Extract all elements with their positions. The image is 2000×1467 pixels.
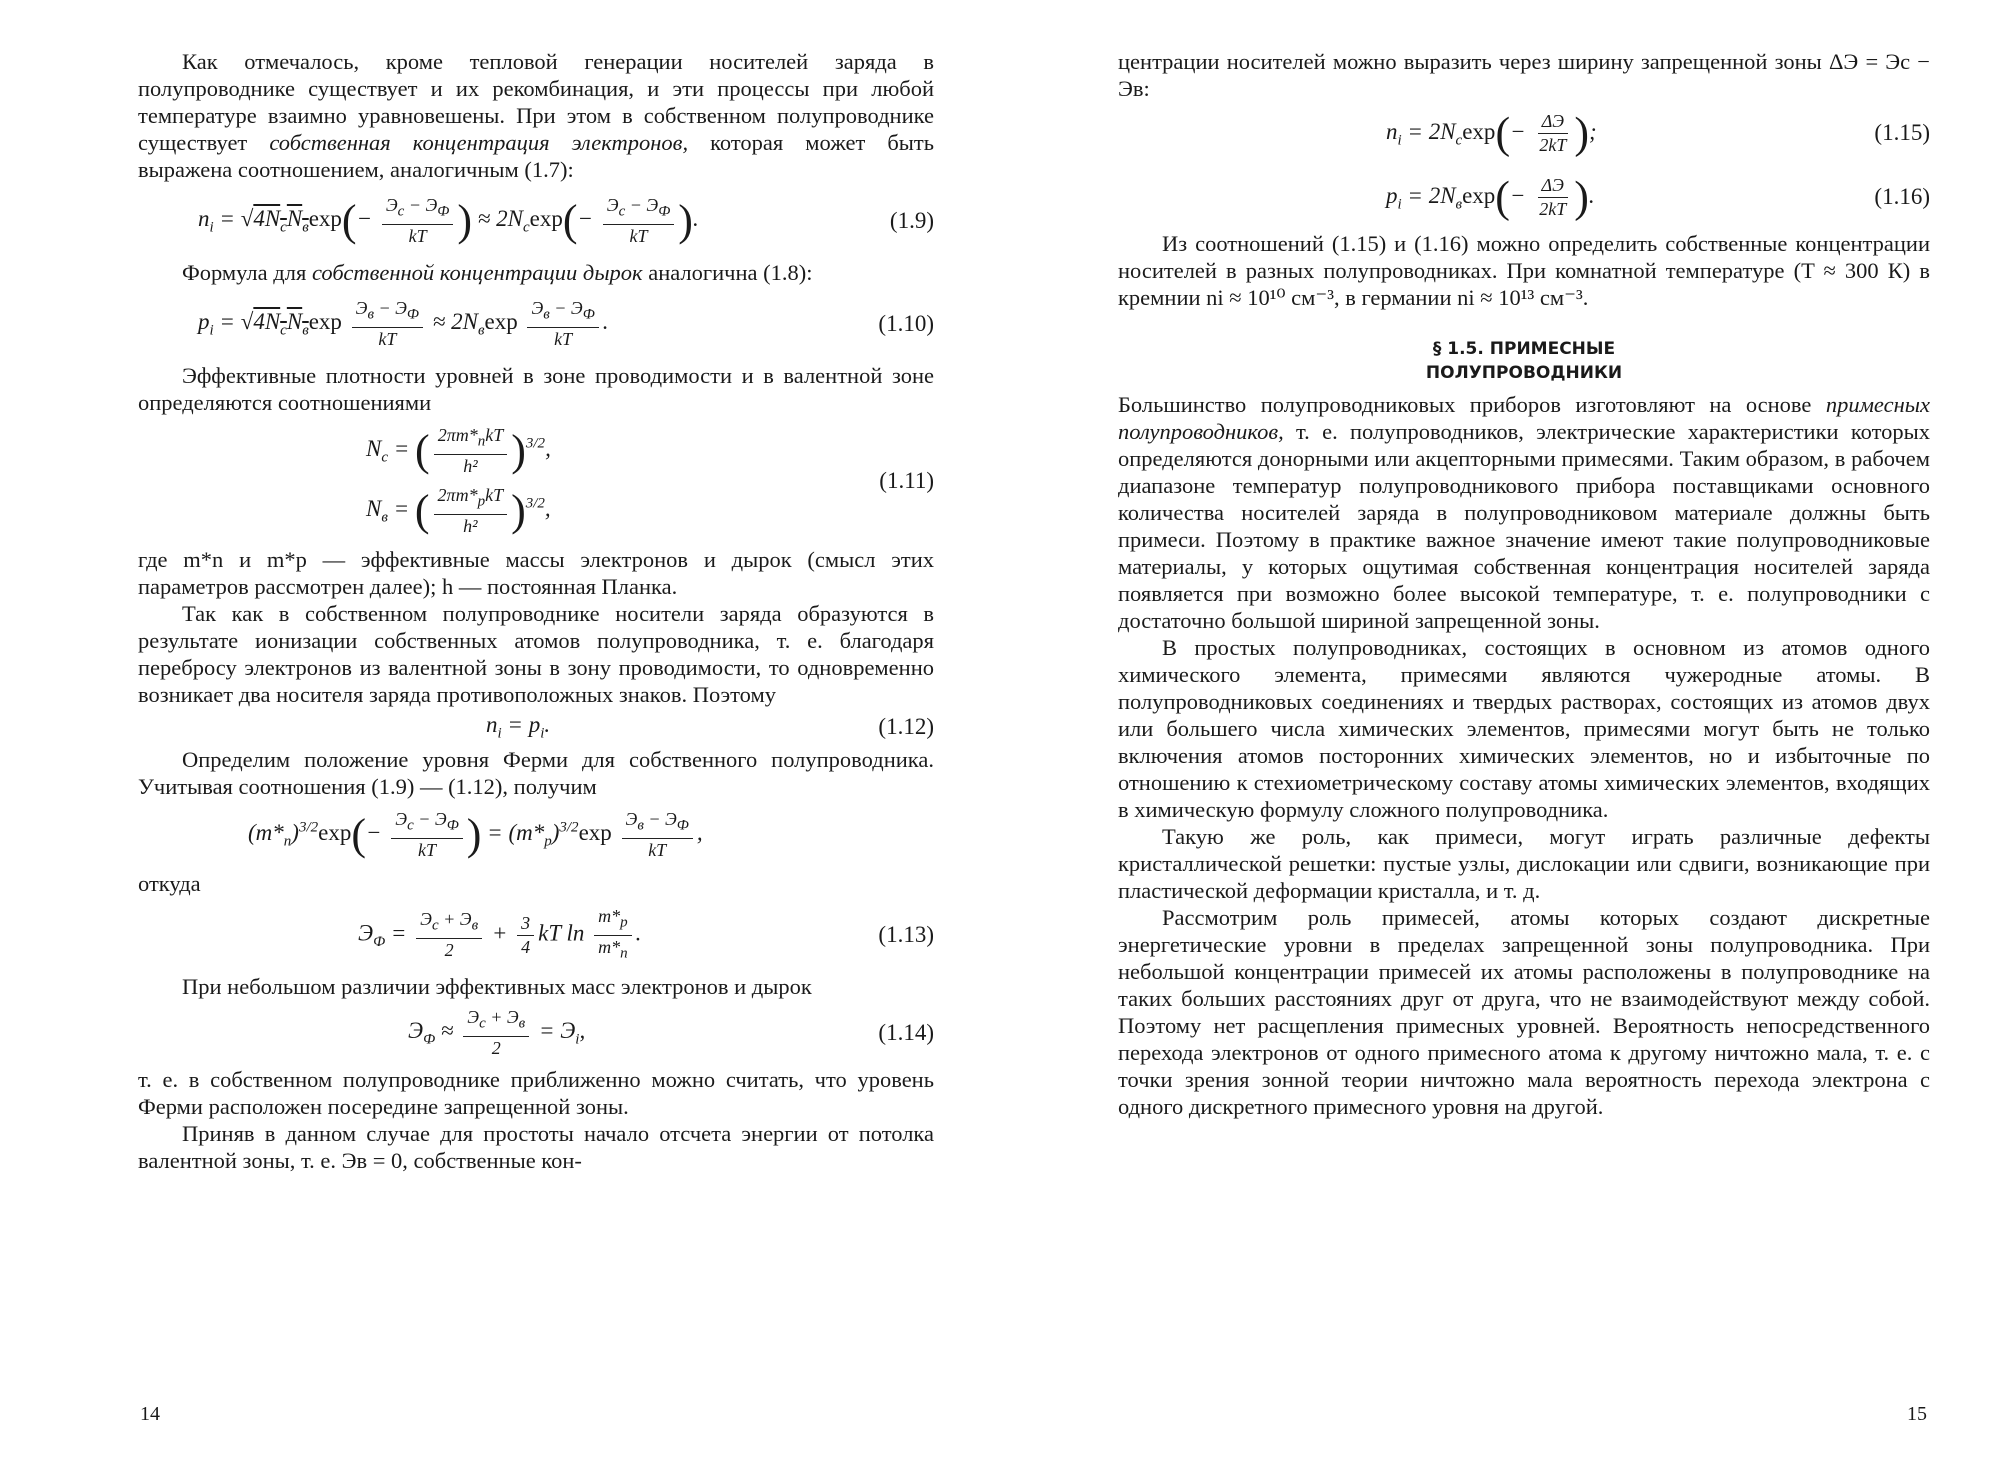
paragraph-small-difference: При небольшом различии эффективных масс электронов и дырок [182,974,812,999]
paragraph-impurity-semiconductors: Большинство полупроводниковых приборов изготовляют на основе примесных полупроводников, т. е. полупроводников, электрические характеристики которых определяются донорными или акцепторными примесями. Таким образом, в рабочем диапазоне температур полупроводникового прибора поставщиками основного количества носителей заряда в полупроводниковом материале должны быть примеси. Поэтому в практике важное значение имеют такие полупроводниковые материалы, у которых ощутимая собственная концентрация носителей заряда появляется при возможно более высокой температуре, т. е. полупроводники с достаточно большой шириной запрещенной зоны. [1118,392,1930,633]
left-text-column [138,48,934,1174]
right-text-column [1118,48,1930,1120]
equation-1-12: $n_i = p_i$. (1.12) [486,711,934,742]
equation-number: (1.13) [878,922,934,947]
equation-number: (1.12) [878,714,934,739]
paragraph-ionization: Так как в собственном полупроводнике носители заряда образуются в результате ионизации собственных атомов полупроводника, т. е. благодаря перебросу электронов из валентной зоны в зону проводимости, то одновременно возникает два носителя заряда противоположных знаков. Поэтому [138,601,934,707]
equation-1-13: $Э_Ф$ = $\frac{Э_c + Э_в}{2}$ + $\frac{3}{4}$ kT ln $\frac{m*_p}{m*_n}$ . (1.13) [358,905,934,962]
equation-fermi-balance: $(m*_n)^{3/2}\exp(-$ $\frac{Э_c - Э_Ф}{kT}$ ) = $(m*_p)^{3/2}\exp$ $\frac{Э_в - Э_Ф}{kT}$ , [248,809,703,860]
equation-1-9: $n_i = √4N_cN_в\exp(-$ $\frac{Э_c - Э_Ф}{kT}$ ) ≈ $2N_c\exp(-$ $\frac{Э_c - Э_Ф}{kT}$ ). (1.9) [198,195,934,246]
paragraph-midgap: т. е. в собственном полупроводнике приближенно можно считать, что уровень Ферми расположен посередине запрещенной зоны. [138,1067,934,1119]
paragraph-band-gap: центрации носителей можно выразить через ширину запрещенной зоны ΔЭ = Эс − Эв: [1118,49,1930,101]
paragraph-effective-masses: где m*n и m*p — эффективные массы электронов и дырок (смысл этих параметров рассмотрен далее); h — постоянная Планка. [138,547,934,599]
equation-number: (1.15) [1874,120,1930,145]
equation-1-14: $Э_Ф$ ≈ $\frac{Э_c + Э_в}{2}$ = $Э_i$, (1.14) [408,1007,934,1058]
paragraph-simple-semiconductors: В простых полупроводниках, состоящих в основном из атомов одного химического элемента, примесями являются чужеродные атомы. В полупроводниковых соединениях и твердых растворах, состоящих из атомов двух или большего числа химических элементов, примесями могут быть не только включения атомов посторонних химических элементов, но и избыточные по отношению к стехиометрическому составу атомы химических элементов, входящих в химическую формулу сложного полупроводника. [1118,635,1930,822]
paragraph-intrinsic-holes: Формула для собственной концентрации дырок аналогична (1.8): [182,260,813,285]
equation-number: (1.11) [879,468,934,493]
paragraph-intrinsic-electrons: Как отмечалось, кроме тепловой генерации носителей заряда в полупроводнике существует и их рекомбинация, и эти процессы при любой температуре взаимно уравновешены. При этом в собственном полупроводнике существует собственная концентрация электронов, которая может быть выражена соотношением, аналогичным (1.7): [138,49,934,182]
equation-number: (1.14) [878,1020,934,1045]
equation-number: (1.10) [878,311,934,336]
equation-1-11: $N_c$ = ( $\frac{2\pi m*_nkT}{\text{h²}}$ )$^{3/2}$, $N_в$ = ( $\frac{2\pi m*_pkT}{\text{h²}}$ )$^{3/2}$, (1.11) [366,425,934,536]
equation-1-16: $p_i = 2N_в\exp(-$ $\frac{\Delta Э}{2kT}$ ). (1.16) [1386,172,1930,221]
equation-number: (1.9) [889,208,934,233]
paragraph-energy-origin: Приняв в данном случае для простоты начало отсчета энергии от потолка валентной зоны, т. е. Эв = 0, собственные кон- [138,1121,934,1173]
equation-1-10: $p_i = √4N_cN_в\exp$ $\frac{Э_в - Э_Ф}{kT}$ ≈ $2N_в\exp$ $\frac{Э_в - Э_Ф}{kT}$ . (1.10) [198,298,934,349]
equation-1-15: $n_i = 2N_c\exp(-$ $\frac{\Delta Э}{2kT}$ ); (1.15) [1386,108,1930,157]
section-heading: § 1.5. ПРИМЕСНЫЕ ПОЛУПРОВОДНИКИ [1425,339,1623,383]
paragraph-lattice-defects: Такую же роль, как примеси, могут играть различные дефекты кристаллической решетки: пустые узлы, дислокации или сдвиги, возникающие при пластической деформации кристалла, и т. д. [1118,824,1930,903]
page-number: 15 [1907,1403,1927,1425]
right-page [1000,0,2000,1467]
page-number: 14 [140,1403,160,1425]
paragraph-whence: откуда [138,871,201,896]
equation-number: (1.16) [1874,184,1930,209]
paragraph-fermi-level: Определим положение уровня Ферми для собственного полупроводника. Учитывая соотношения (1.9) — (1.12), получим [138,747,934,799]
paragraph-room-temperature: Из соотношений (1.15) и (1.16) можно определить собственные концентрации носителей в разных полупроводниках. При комнатной температуре (T ≈ 300 К) в кремнии ni ≈ 10¹⁰ см⁻³, в германии ni ≈ 10¹³ см⁻³. [1118,231,1930,310]
paragraph-effective-densities: Эффективные плотности уровней в зоне проводимости и в валентной зоне определяются соотношениями [138,363,934,415]
paragraph-discrete-levels: Рассмотрим роль примесей, атомы которых создают дискретные энергетические уровни в пределах запрещенной зоны полупроводника. При небольшой концентрации примесей их атомы расположены в полупроводнике на таких больших расстояниях друг от друга, что не взаимодействуют между собой. Поэтому нет расщепления примесных уровней. Вероятность непосредственного перехода электронов от одного примесного атома к другому ничтожно мала, т. е. с точки зрения зонной теории ничтожно мала вероятность перехода электрона с одного дискретного примесного уровня на другой. [1118,905,1930,1119]
